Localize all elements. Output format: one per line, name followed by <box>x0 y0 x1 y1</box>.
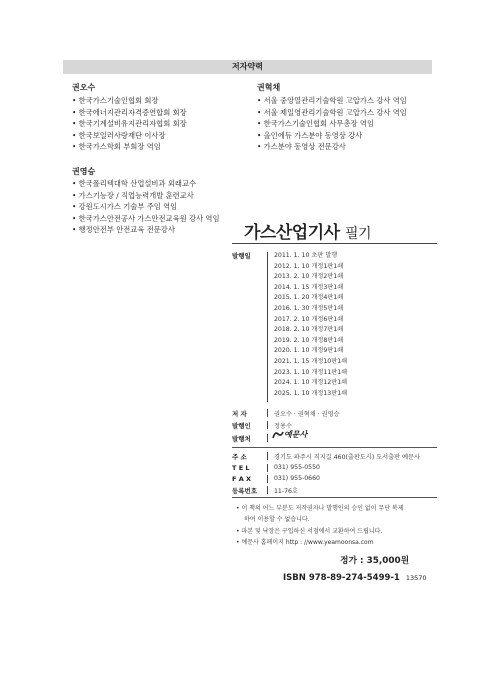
note-text: 이 책의 어느 부분도 저작권자나 발행인의 승인 없이 무단 복제 <box>241 505 404 512</box>
edition-item: 2013. 2. 10 개정2판1쇄 <box>274 273 344 281</box>
author-bio-3 <box>72 178 220 236</box>
edition-item: 2020. 1. 10 개정9판1쇄 <box>274 347 344 355</box>
isbn-add-on-code: 13570 <box>405 574 427 582</box>
note-item: • 예문사 홈페이지 http : //www.yeamoonsa.com <box>236 537 436 548</box>
bio-item: • 한국가스안전공사 가스안전교육원 강사 역임 <box>72 213 220 225</box>
bio-item: • 한국가스기술인협회 회장 <box>72 95 187 107</box>
label-divider <box>267 421 268 429</box>
bio-item: • 가스분야 동영상 전문강사 <box>257 141 407 153</box>
issuer-value: 정용수 <box>274 423 292 430</box>
copyright-notes <box>236 503 436 548</box>
publisher-label: 발행처 <box>232 435 251 443</box>
label-divider <box>267 434 268 442</box>
book-title-subtitle: 필기 <box>344 226 372 242</box>
registration-value: 11-76호 <box>274 488 298 495</box>
edition-item: 2018. 2. 10 개정7판1쇄 <box>274 326 344 334</box>
fax-value: 031) 955-0660 <box>274 475 320 482</box>
edition-item: 2011. 1. 10 초판 발행 <box>274 252 338 259</box>
address-value: 경기도 파주시 직지길 460(출판도시) 도서출판 예문사 <box>274 454 421 461</box>
book-title <box>244 218 371 243</box>
note-item: • 파본 및 낙장은 구입하신 서점에서 교환하여 드립니다. <box>236 526 436 537</box>
bio-item: • 한국폴리텍대학 산업설비과 외래교수 <box>72 178 220 190</box>
tel-value: 031) 955-0550 <box>274 464 320 471</box>
book-title-main: 가스산업기사 <box>244 223 340 243</box>
edition-list <box>274 251 347 399</box>
bio-item: • 한국기계설비유지관리자협회 회장 <box>72 118 187 130</box>
note-item <box>236 503 436 526</box>
address-label: 주 소 <box>232 453 247 461</box>
fax-label: F A X <box>232 475 252 483</box>
author-bio-2 <box>257 95 407 153</box>
edition-label: 발행일 <box>232 252 251 260</box>
bio-item: • 강원도시가스 기술부 주임 역임 <box>72 201 220 213</box>
bio-item: • 행정안전부 안전교육 전문강사 <box>72 224 220 236</box>
bio-item: • 한국에너지관리자격증연합회 회장 <box>72 107 187 119</box>
label-divider <box>267 409 268 417</box>
note-text-continued: 하여 이용할 수 없습니다. <box>244 516 310 524</box>
bio-item: • 올인에듀 가스분야 동영상 강사 <box>257 130 407 142</box>
author-profile-header: 저자약력 <box>63 60 432 74</box>
publisher-logo <box>272 429 307 440</box>
edition-divider <box>267 252 268 402</box>
bio-item: • 한국가스학회 부회장 역임 <box>72 141 187 153</box>
edition-item: 2025. 1. 10 개정13판1쇄 <box>274 389 348 397</box>
publisher-logo-icon <box>272 430 284 440</box>
publisher-logo-text: 예문사 <box>284 430 308 439</box>
author-value: 권오수 · 권혁채 · 권영승 <box>274 411 340 418</box>
tel-label: T E L <box>232 464 250 472</box>
bio-item: • 서울 중앙열관리기술학원 고압가스 강사 역임 <box>257 95 407 107</box>
issuer-label: 발행인 <box>232 422 251 430</box>
author-name-3: 권영승 <box>72 167 96 176</box>
edition-item: 2017. 2. 10 개정6판1쇄 <box>274 315 344 323</box>
edition-item: 2016. 1. 30 개정5판1쇄 <box>274 304 344 312</box>
author-bio-1 <box>72 95 187 153</box>
edition-item: 2019. 2. 10 개정8판1쇄 <box>274 336 344 344</box>
label-divider <box>267 452 268 460</box>
label-divider <box>267 486 268 494</box>
bio-item: • 서울 제일영관리기술학원 고압가스 강사 역임 <box>257 107 407 119</box>
registration-label: 등록번호 <box>232 487 258 495</box>
section-divider <box>232 447 437 448</box>
edition-item: 2024. 1. 10 개정12판1쇄 <box>274 379 348 387</box>
edition-item: 2021. 1. 15 개정10판1쇄 <box>274 357 348 365</box>
title-divider <box>232 243 437 244</box>
edition-item: 2012. 1. 10 개정1판1쇄 <box>274 262 344 270</box>
bio-item: • 한국보일러사랑재단 이사장 <box>72 130 187 142</box>
isbn <box>283 573 427 583</box>
section-divider <box>232 497 437 498</box>
edition-item: 2023. 1. 10 개정11판1쇄 <box>274 368 348 376</box>
author-label: 저 자 <box>232 410 247 418</box>
bio-item: • 가스기능장 / 직업능력개발 훈련교사 <box>72 190 220 202</box>
price: 정가 : 35,000원 <box>340 556 410 566</box>
author-name-2: 권혁채 <box>257 83 281 92</box>
isbn-number: ISBN 978-89-274-5499-1 <box>283 573 400 583</box>
label-divider <box>267 464 268 472</box>
author-name-1: 권오수 <box>72 83 96 92</box>
bio-item: • 한국가스기술인협회 사무총장 역임 <box>257 118 407 130</box>
edition-item: 2014. 1. 15 개정3판1쇄 <box>274 283 344 291</box>
edition-item: 2015. 1. 20 개정4판1쇄 <box>274 294 344 302</box>
label-divider <box>267 475 268 483</box>
